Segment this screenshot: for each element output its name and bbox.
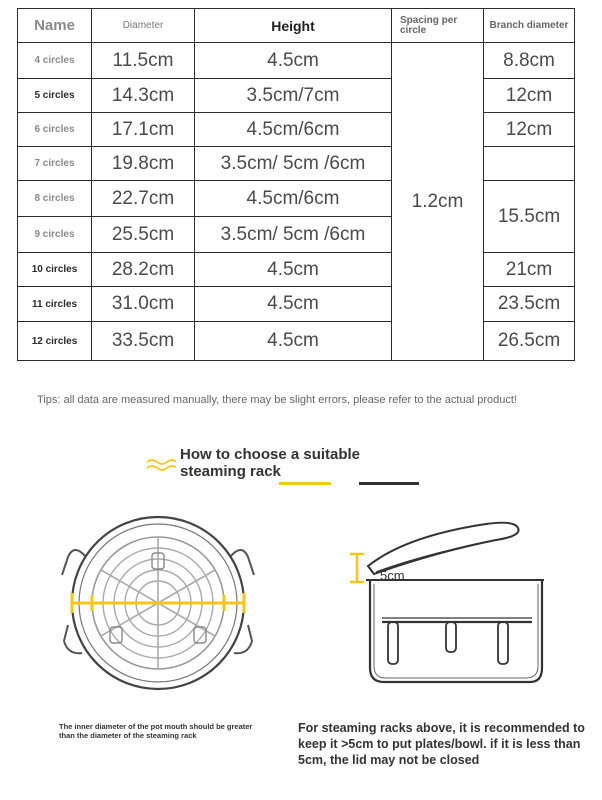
pot-top-view-illustration [58,515,258,695]
row-height: 3.5cm/7cm [195,79,392,113]
lid-gap-label: 5cm [380,568,405,583]
row-name: 12 circles [18,322,92,361]
row-name: 4 circles [18,43,92,79]
row-diameter: 14.3cm [92,79,195,113]
row-diameter: 19.8cm [92,147,195,181]
row-branch [484,147,575,181]
row-height: 3.5cm/ 5cm /6cm [195,147,392,181]
row-height: 4.5cm [195,322,392,361]
row-diameter: 25.5cm [92,217,195,253]
pot-side-view-illustration [336,518,556,688]
row-name: 5 circles [18,79,92,113]
row-height: 4.5cm [195,287,392,322]
row-height: 3.5cm/ 5cm /6cm [195,217,392,253]
caption-pot-diameter: The inner diameter of the pot mouth should be greater than the diameter of the steaming rack [59,722,253,740]
table-row [18,113,575,147]
size-table [17,8,575,361]
row-branch: 15.5cm [484,181,575,253]
row-name: 7 circles [18,147,92,181]
row-branch: 8.8cm [484,43,575,79]
table-row [18,181,575,217]
row-height: 4.5cm [195,43,392,79]
wave-icon [146,458,176,472]
row-diameter: 33.5cm [92,322,195,361]
row-name: 11 circles [18,287,92,322]
row-height: 4.5cm/6cm [195,181,392,217]
row-diameter: 31.0cm [92,287,195,322]
row-branch: 26.5cm [484,322,575,361]
row-height: 4.5cm [195,253,392,287]
row-branch: 12cm [484,79,575,113]
row-diameter: 17.1cm [92,113,195,147]
header-branch-diameter: Branch diameter [484,9,575,43]
table-row [18,253,575,287]
row-diameter: 28.2cm [92,253,195,287]
title-accent-bar [279,482,331,485]
guide-title: How to choose a suitable steaming rack [180,446,361,480]
table-row [18,147,575,181]
caption-rack-height: For steaming racks above, it is recommended to keep it >5cm to put plates/bowl. if it is less than 5cm, the lid may not be closed [298,721,585,767]
table-row [18,43,575,79]
tips-note: Tips: all data are measured manually, there may be slight errors, please refer to the actual product! [37,394,517,406]
row-branch: 12cm [484,113,575,147]
header-diameter: Diameter [92,9,195,43]
header-name: Name [18,9,92,43]
title-divider-bar [359,482,419,485]
row-name: 9 circles [18,217,92,253]
row-diameter: 11.5cm [92,43,195,79]
header-height: Height [195,9,392,43]
table-header-row [18,9,575,43]
row-branch: 23.5cm [484,287,575,322]
header-spacing: Spacing per circle [392,9,484,43]
row-name: 10 circles [18,253,92,287]
row-name: 6 circles [18,113,92,147]
row-name: 8 circles [18,181,92,217]
spacing-value: 1.2cm [392,43,484,361]
row-branch: 21cm [484,253,575,287]
table-row [18,79,575,113]
row-height: 4.5cm/6cm [195,113,392,147]
row-diameter: 22.7cm [92,181,195,217]
table-row [18,287,575,322]
table-row [18,322,575,361]
